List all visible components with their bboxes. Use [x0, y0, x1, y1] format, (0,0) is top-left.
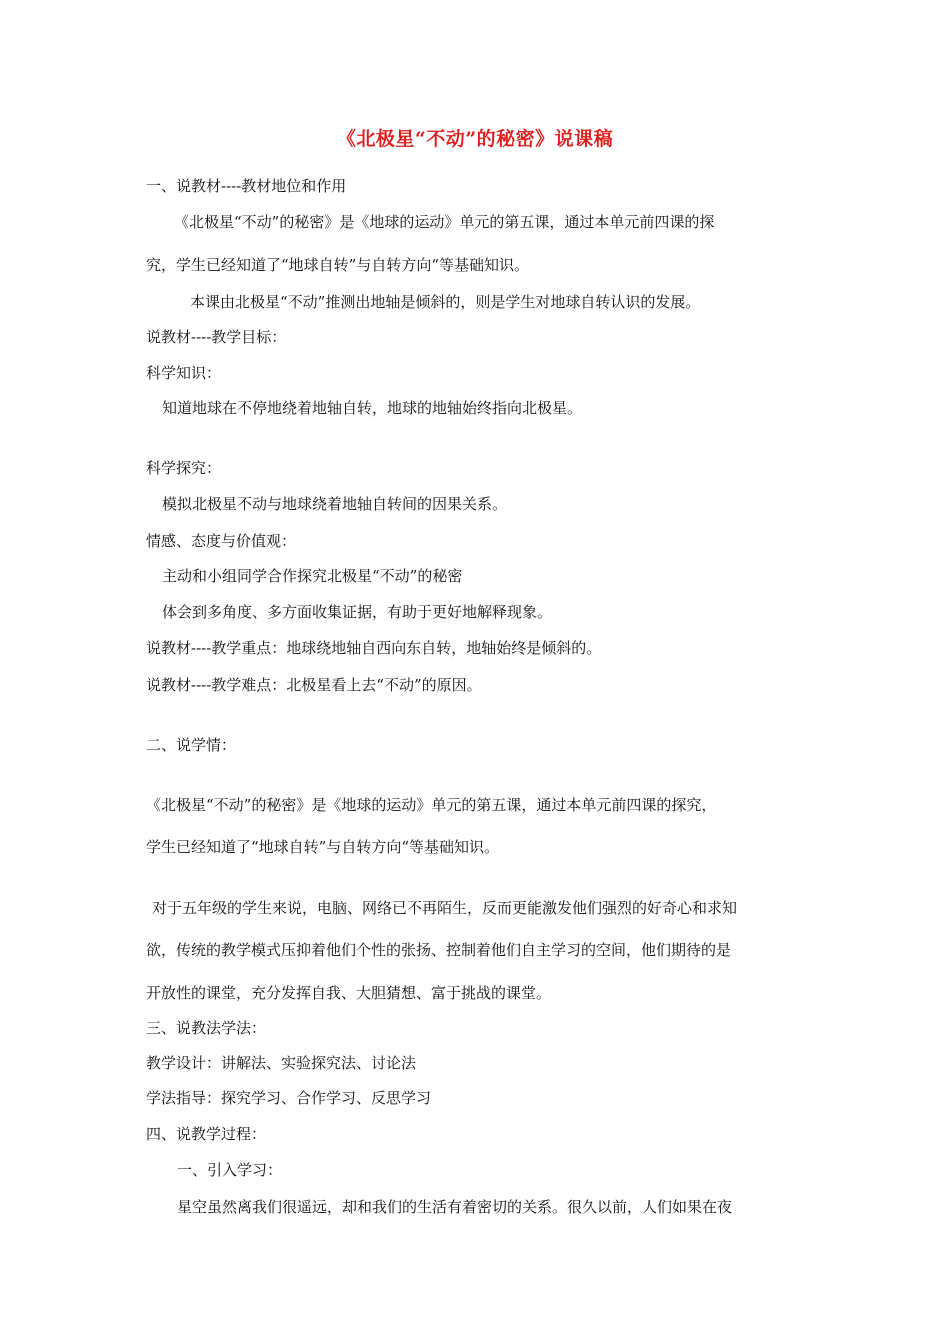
paragraph-line: 星空虽然离我们很遥远，却和我们的生活有着密切的关系。很久以前，人们如果在夜 [177, 1198, 733, 1216]
section-heading: 二、说学情： [146, 736, 237, 754]
section-heading: 说教材----教学重点：地球绕地轴自西向东自转，地轴始终是倾斜的。 [146, 639, 602, 657]
paragraph-line: 模拟北极星不动与地球绕着地轴自转间的因果关系。 [162, 495, 508, 513]
subsection-heading: 科学探究： [146, 459, 222, 477]
paragraph-line: 究，学生已经知道了“地球自转”与自转方向“等基础知识。 [146, 256, 530, 274]
subsection-heading: 科学知识： [146, 364, 222, 382]
paragraph-line: 对于五年级的学生来说，电脑、网络已不再陌生，反而更能激发他们强烈的好奇心和求知 [152, 899, 738, 917]
paragraph-line: 主动和小组同学合作探究北极星“不动”的秘密 [162, 567, 463, 585]
subsection-heading: 情感、态度与价值观： [146, 532, 297, 550]
paragraph-line: 《北极星“不动”的秘密》是《地球的运动》单元的第五课，通过本单元前四课的探 [174, 213, 715, 231]
paragraph-line: 教学设计：讲解法、实验探究法、讨论法 [146, 1054, 417, 1072]
paragraph-line: 学法指导：探究学习、合作学习、反思学习 [146, 1089, 432, 1107]
paragraph-line: 开放性的课堂，充分发挥自我、大胆猜想、富于挑战的课堂。 [146, 984, 552, 1002]
paragraph-line: 体会到多角度、多方面收集证据，有助于更好地解释现象。 [162, 603, 553, 621]
paragraph-line: 《北极星“不动”的秘密》是《地球的运动》单元的第五课，通过本单元前四课的探究， [146, 796, 717, 814]
subsection-heading: 一、引入学习： [177, 1161, 283, 1179]
paragraph-line: 欲，传统的教学模式压抑着他们个性的张扬、控制着他们自主学习的空间，他们期待的是 [146, 941, 732, 959]
paragraph-line: 本课由北极星“不动”推测出地轴是倾斜的，则是学生对地球自转认识的发展。 [190, 293, 701, 311]
document-title: 《北极星“不动”的秘密》说课稿 [336, 128, 614, 150]
paragraph-line: 学生已经知道了“地球自转”与自转方向“等基础知识。 [146, 838, 500, 856]
section-heading: 说教材----教学目标： [146, 328, 287, 346]
paragraph-line: 知道地球在不停地绕着地轴自转，地球的地轴始终指向北极星。 [162, 399, 583, 417]
section-heading: 说教材----教学难点：北极星看上去“不动”的原因。 [146, 676, 482, 694]
section-heading: 三、说教法学法： [146, 1019, 267, 1037]
section-heading: 四、说教学过程： [146, 1125, 267, 1143]
section-heading: 一、说教材----教材地位和作用 [146, 177, 347, 195]
